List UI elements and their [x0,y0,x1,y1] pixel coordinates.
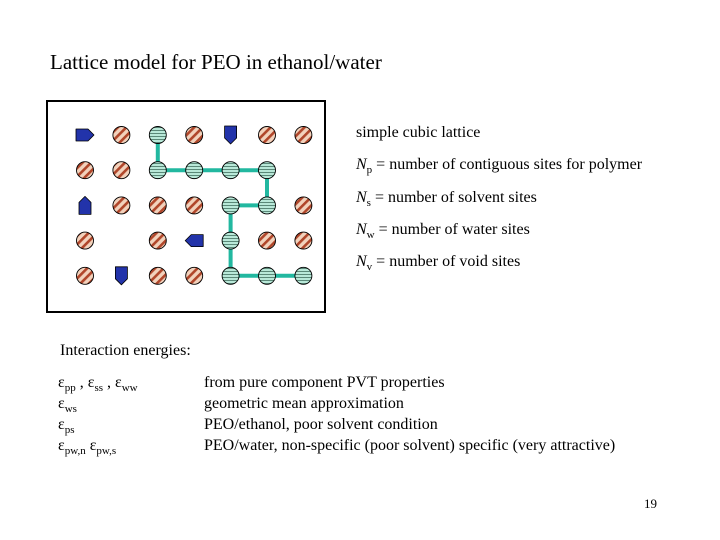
legend-ns: $N_s$ = number of solvent sites [356,189,537,210]
solvent-site [149,197,166,214]
water-site [225,126,237,144]
lattice-diagram [46,100,326,313]
energy-description-row: from pure component PVT properties [204,374,445,391]
solvent-site [149,232,166,249]
solvent-site [77,267,94,284]
legend-nw: $N_w$ = number of water sites [356,221,530,242]
energy-description-row: PEO/water, non-specific (poor solvent) specific (very attractive) [204,437,616,454]
polymer-site [259,162,276,179]
slide-title: Lattice model for PEO in ethanol/water [50,50,382,74]
water-site [185,235,203,247]
water-site [115,267,127,285]
lattice-svg [48,102,324,311]
energy-symbols [58,372,138,456]
energy-symbol-row: $\varepsilon_{ws}$ [58,395,77,416]
solvent-site [149,267,166,284]
interaction-energies-heading: Interaction energies: [60,342,191,359]
page-number: 19 [644,496,657,511]
energy-description-row: geometric mean approximation [204,395,404,412]
solvent-site [77,162,94,179]
water-site [76,129,94,141]
lattice-sites [76,126,312,285]
legend-np: $N_p$ = number of contiguous sites for polymer [356,156,643,177]
solvent-site [186,197,203,214]
polymer-site [149,162,166,179]
solvent-site [113,197,130,214]
polymer-site [295,267,312,284]
solvent-site [186,267,203,284]
polymer-site [222,232,239,249]
solvent-site [295,232,312,249]
energy-descriptions [204,372,615,456]
solvent-site [259,127,276,144]
energy-symbol-row: $\varepsilon_{pw,n}$ $\varepsilon_{pw,s}$ [58,437,117,458]
water-site [79,196,91,214]
polymer-site [149,127,166,144]
solvent-site [295,127,312,144]
polymer-site [259,197,276,214]
polymer-site [186,162,203,179]
solvent-site [113,127,130,144]
polymer-site [222,162,239,179]
polymer-site [222,197,239,214]
energy-symbol-row: $\varepsilon_{pp}$ , $\varepsilon_{ss}$ , $\varepsilon_{ww}$ [58,374,138,395]
solvent-site [259,232,276,249]
legend-nv: $N_v$ = number of void sites [356,253,521,274]
solvent-site [77,232,94,249]
energy-symbol-row: $\varepsilon_{ps}$ [58,416,75,437]
energy-description-row: PEO/ethanol, poor solvent condition [204,416,438,433]
legend-lattice-type: simple cubic lattice [356,124,481,141]
solvent-site [295,197,312,214]
polymer-site [222,267,239,284]
solvent-site [186,127,203,144]
solvent-site [113,162,130,179]
polymer-site [259,267,276,284]
